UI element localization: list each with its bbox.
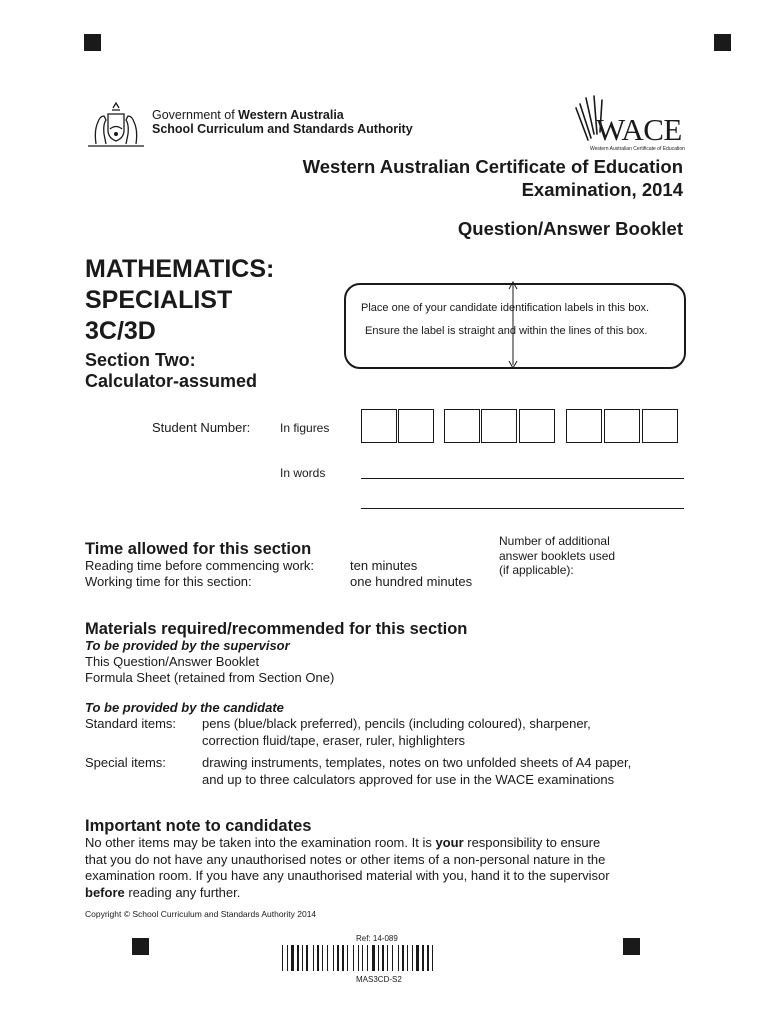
supervisor-heading: To be provided by the supervisor — [85, 638, 290, 653]
wace-logo-text: WACE — [596, 112, 682, 147]
special-items-label: Special items: — [85, 755, 166, 770]
label-box-instruction-2: Ensure the label is straight and within the lines of this box. — [365, 325, 648, 337]
certificate-title: Western Australian Certificate of Education Examination, 2014 — [302, 156, 683, 200]
copyright: Copyright © School Curriculum and Standards Authority 2014 — [85, 909, 317, 919]
important-note: No other items may be taken into the examination room. It is your responsibility to ensure that you do not have any unauthorised notes or other items of a non-personal nature in the examination room. If you have any unauthorised material with you, hand it to the supervisor before reading any further. — [85, 835, 610, 900]
label-box-instruction-1: Place one of your candidate identification labels in this box. — [361, 302, 650, 314]
digit-box-3[interactable] — [444, 409, 480, 443]
barcode-icon — [282, 945, 486, 971]
student-number-label: Student Number: — [152, 420, 251, 435]
digit-box-5[interactable] — [519, 409, 555, 443]
registration-mark-bottom-right — [623, 938, 640, 955]
standard-items-text: pens (blue/black preferred), pencils (including coloured), sharpener, correction fluid/tape, eraser, ruler, highlighters — [202, 716, 591, 748]
digit-box-1[interactable] — [361, 409, 397, 443]
supervisor-item-2: Formula Sheet (retained from Section One) — [85, 670, 335, 685]
reading-time-value: ten minutes — [350, 558, 418, 573]
in-words-line-1[interactable] — [361, 478, 684, 479]
working-time-value: one hundred minutes — [350, 574, 473, 589]
standard-items-label: Standard items: — [85, 716, 177, 731]
authority-name: School Curriculum and Standards Authority — [152, 122, 413, 136]
section-title: Section Two: Calculator-assumed — [85, 350, 258, 391]
registration-mark-top-left — [84, 34, 101, 51]
reading-time-label: Reading time before commencing work: — [85, 558, 315, 573]
materials-heading: Materials required/recommended for this section — [85, 620, 468, 638]
digit-box-2[interactable] — [398, 409, 434, 443]
in-words-label: In words — [280, 466, 326, 480]
reference-number: Ref: 14-089 — [356, 934, 398, 943]
supervisor-item-1: This Question/Answer Booklet — [85, 654, 260, 669]
digit-box-4[interactable] — [481, 409, 517, 443]
time-heading: Time allowed for this section — [85, 540, 312, 558]
working-time-label: Working time for this section: — [85, 574, 252, 589]
digit-box-6[interactable] — [566, 409, 602, 443]
wace-logo-subtext: Western Australian Certificate of Education — [590, 146, 685, 152]
subject-title: MATHEMATICS: SPECIALIST 3C/3D — [85, 255, 275, 345]
candidate-heading: To be provided by the candidate — [85, 700, 284, 715]
booklet-code: MAS3CD-S2 — [356, 975, 402, 984]
additional-booklets-label: Number of additional answer booklets used (if applicable): — [499, 534, 616, 577]
in-figures-label: In figures — [280, 421, 330, 435]
registration-mark-top-right — [714, 34, 731, 51]
booklet-title: Question/Answer Booklet — [457, 218, 683, 239]
digit-box-7[interactable] — [604, 409, 640, 443]
important-heading: Important note to candidates — [85, 817, 312, 835]
special-items-text: drawing instruments, templates, notes on two unfolded sheets of A4 paper, and up to three calculators approved for use in the WACE examinations — [202, 755, 632, 787]
government-line: Government of Western Australia — [152, 108, 344, 122]
registration-mark-bottom-left — [132, 938, 149, 955]
wa-coat-of-arms-icon — [84, 100, 148, 150]
student-number-boxes — [361, 409, 683, 443]
in-words-line-2[interactable] — [361, 508, 684, 509]
digit-box-8[interactable] — [642, 409, 678, 443]
